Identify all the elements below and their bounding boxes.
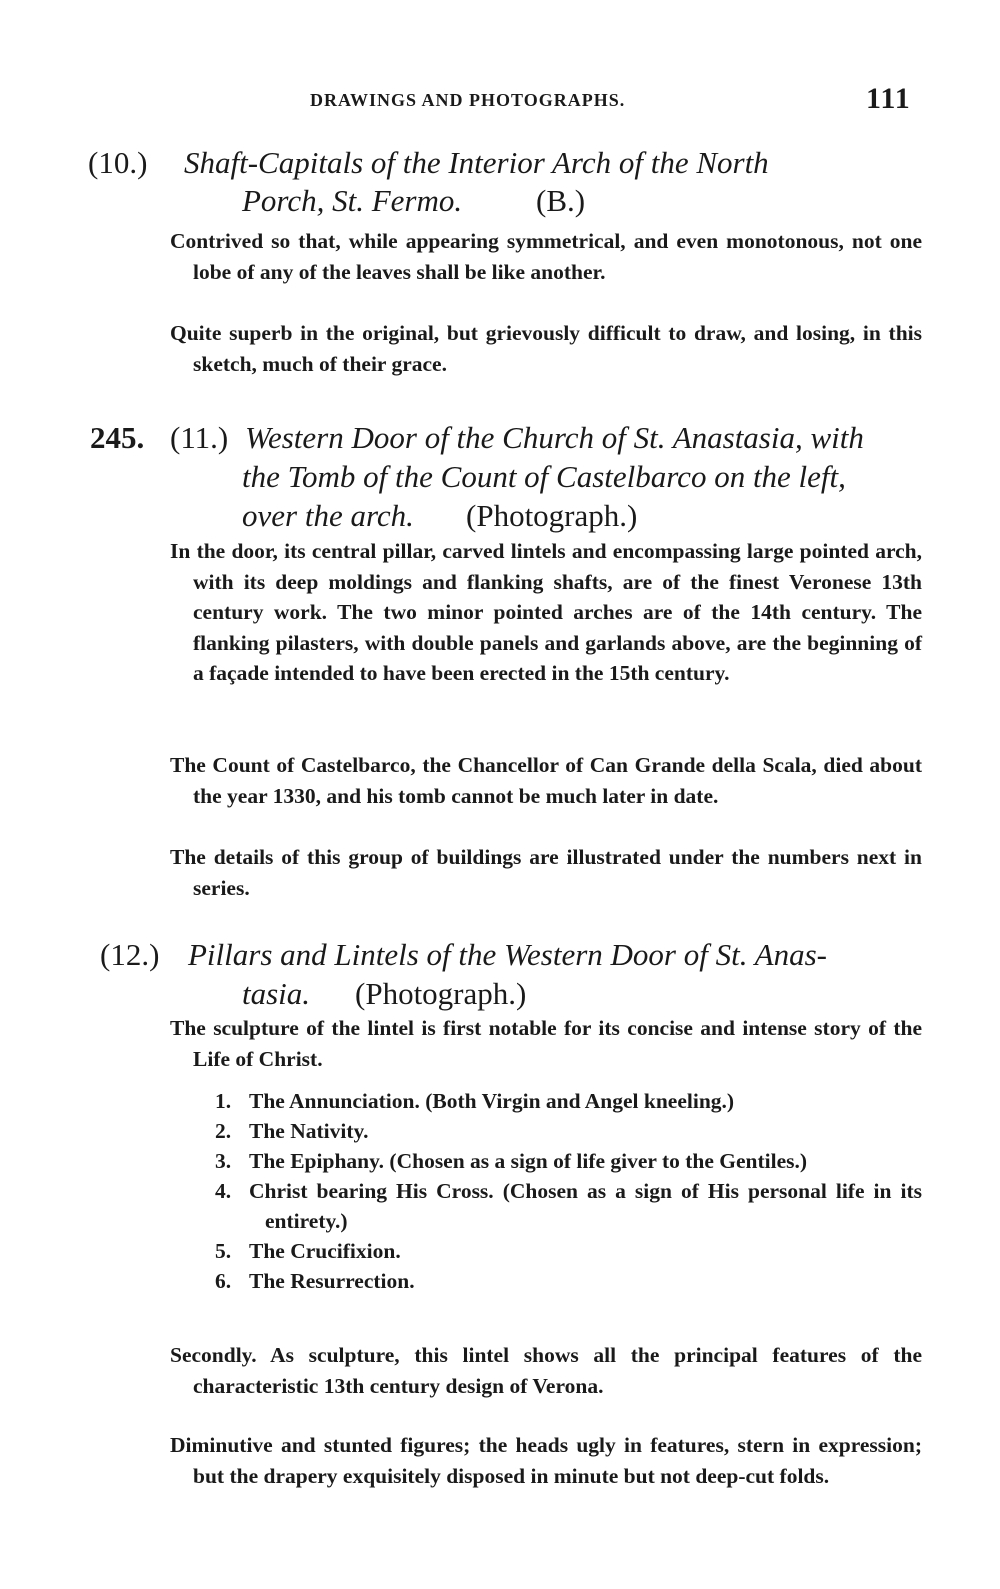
entry-12-paragraph-3: Diminutive and stunted figures; the heads ugly in features, stern in expression; but the drapery exquisitely disposed in minute but not deep-cut folds.: [170, 1433, 922, 1488]
entry-source: (Photograph.): [466, 498, 638, 533]
life-of-christ-list: [215, 1086, 922, 1296]
entry-10-paragraph-2: Quite superb in the original, but grievously difficult to draw, and losing, in this sketch, much of their grace.: [170, 321, 922, 376]
running-title: DRAWINGS AND PHOTOGRAPHS.: [310, 90, 626, 110]
entry-title-line: Porch, St. Fermo.: [242, 183, 463, 218]
entry-number: (10.): [88, 145, 148, 180]
entry-12-paragraph-1: The sculpture of the lintel is first notable for its concise and intense story of the Life of Christ.: [170, 1016, 922, 1071]
list-item: 4. Christ bearing His Cross. (Chosen as a sign of His personal life in its entirety.): [215, 1179, 922, 1233]
plate-number: 245.: [90, 420, 145, 455]
entry-source: (Photograph.): [355, 976, 527, 1011]
entry-title-line: Shaft-Capitals of the Interior Arch of the North: [184, 145, 769, 180]
list-item: 5. The Crucifixion.: [215, 1239, 401, 1263]
entry-source: (B.): [536, 183, 586, 218]
entry-11-paragraph-3: The details of this group of buildings are illustrated under the numbers next in series.: [170, 845, 922, 900]
entry-title-line: Western Door of the Church of St. Anastasia, with: [245, 420, 864, 455]
entry-title-line: over the arch.: [242, 498, 414, 533]
list-item: 6. The Resurrection.: [215, 1269, 415, 1293]
page-number: 111: [866, 82, 911, 115]
entry-11-paragraph-2: The Count of Castelbarco, the Chancellor of Can Grande della Scala, died about the year 1330, and his tomb cannot be much later in date.: [170, 753, 922, 808]
entry-11-paragraph-1: In the door, its central pillar, carved lintels and encompassing large pointed arch, with its deep moldings and flanking shafts, are of the finest Veronese 13th century work. The two minor pointed arches are of the 14th century. The flanking pilasters, with double panels and garlands above, are the beginning of a façade intended to have been erected in the 15th century.: [170, 539, 922, 685]
list-item: 1. The Annunciation. (Both Virgin and Angel kneeling.): [215, 1089, 735, 1113]
entry-title-line: tasia.: [242, 976, 311, 1011]
running-head: [0, 82, 1000, 122]
entry-number: (11.): [170, 420, 229, 455]
list-item: 2. The Nativity.: [215, 1119, 369, 1143]
entry-title-line: Pillars and Lintels of the Western Door of St. Anas-: [188, 937, 827, 972]
entry-10-paragraph-1: Contrived so that, while appearing symmetrical, and even monotonous, not one lobe of any of the leaves shall be like another.: [170, 229, 922, 284]
entry-title-line: the Tomb of the Count of Castelbarco on the left,: [242, 459, 846, 494]
list-item: 3. The Epiphany. (Chosen as a sign of life giver to the Gentiles.): [215, 1149, 808, 1173]
entry-12-paragraph-2: Secondly. As sculpture, this lintel shows all the principal features of the characteristic 13th century design of Verona.: [170, 1343, 922, 1398]
entry-number: (12.): [100, 937, 160, 972]
